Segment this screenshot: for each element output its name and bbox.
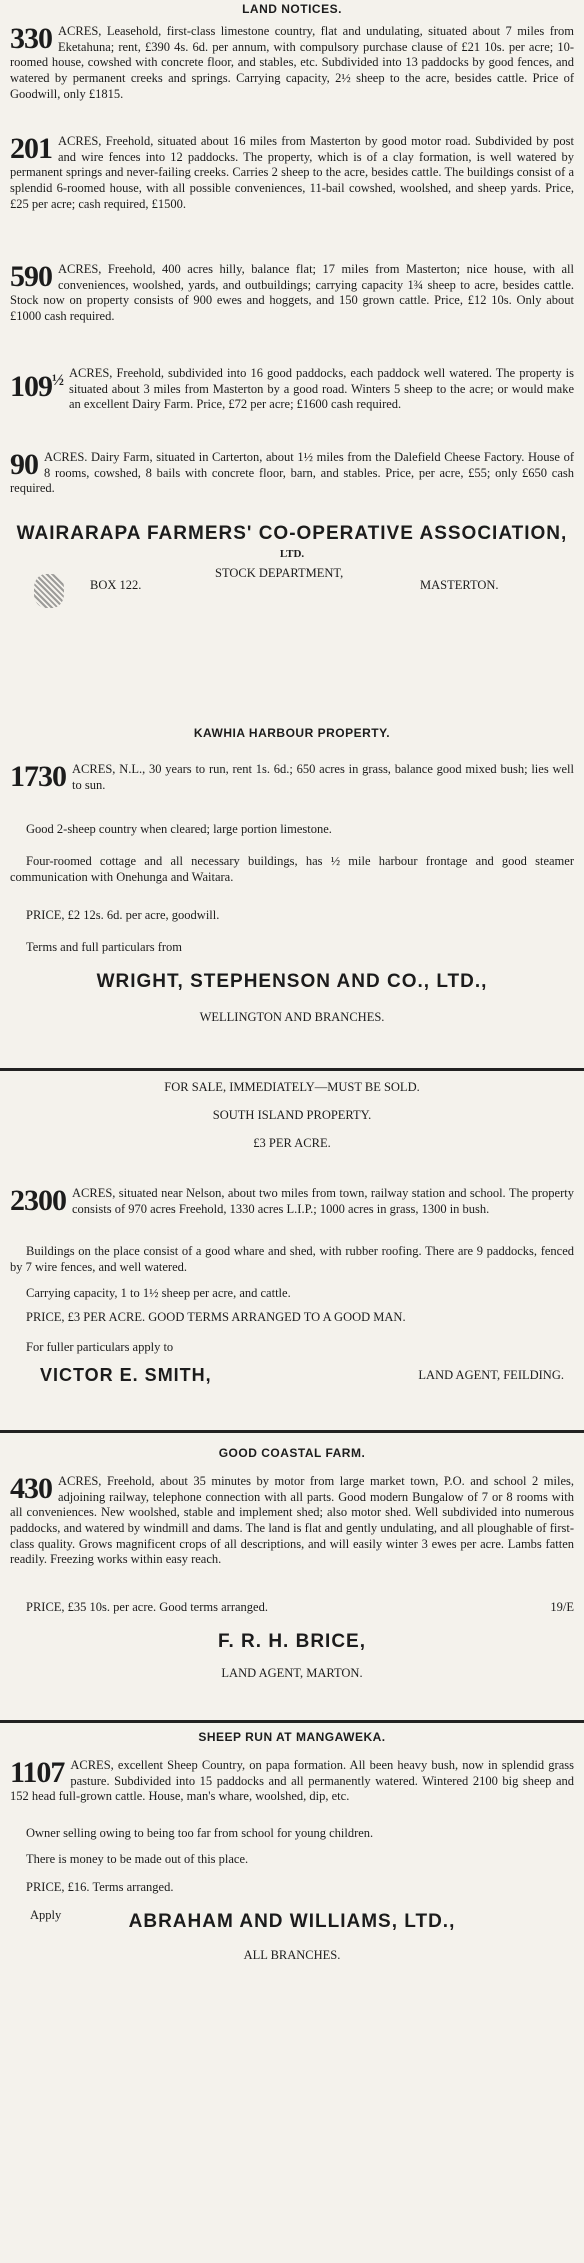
firm-name-wright-stephenson: WRIGHT, STEPHENSON AND CO., LTD., (96, 971, 488, 992)
listing-number: 1730 (10, 760, 66, 793)
listing-number: 590 (10, 260, 52, 293)
listing-number: $109^{\frac{1}{2}}$ (10, 370, 63, 403)
nelson-capacity: Carrying capacity, 1 to 1½ sheep per acre, and cattle. (26, 1286, 291, 1300)
listing-text: ACRES, Freehold, situated about 16 miles from Masterton by good motor road. Subdivided by post and wire fences into 12 paddocks. The property, which is of a clay formation, is well watered by permanent springs and never-failing creeks. Carries 2 sheep to the acre, besides cattle. The buildings consist of a splendid 6-roomed house, with all possible conveniences, 11-bail cowshed, woolshed, and sheep yards. Price, £25 per acre; cash required, £1500. (10, 134, 574, 211)
section-divider (0, 1068, 584, 1071)
nelson-agent-line (10, 1364, 574, 1387)
listing-1107-acres (10, 1758, 574, 1805)
masterton: MASTERTON. (420, 578, 499, 592)
nelson-price: PRICE, £3 PER ACRE. GOOD TERMS ARRANGED TO A GOOD MAN. (26, 1310, 406, 1324)
reference-code: 19/E (550, 1600, 574, 1614)
listing-number: 90 (10, 448, 38, 481)
kawhia-country-note: Good 2-sheep country when cleared; large portion limestone. (26, 822, 332, 836)
kawhia-terms: Terms and full particulars from (26, 940, 183, 954)
listing-201-acres (10, 134, 574, 212)
agent-role-marton: LAND AGENT, MARTON. (221, 1666, 363, 1680)
firm-name-wairarapa: WAIRARAPA FARMERS' CO-OPERATIVE ASSOCIATION, (16, 523, 568, 544)
kawhia-buildings-note: Four-roomed cottage and all necessary buildings, has ½ mile harbour frontage and good steamer communication with Onehunga and Waitara. (10, 854, 574, 884)
nelson-apply: For fuller particulars apply to (26, 1340, 174, 1354)
listing-number: 201 (10, 132, 52, 165)
firm-ltd: LTD. (279, 548, 305, 560)
wright-branches: WELLINGTON AND BRANCHES. (199, 1010, 385, 1024)
listing-text: ACRES, excellent Sheep Country, on papa formation. All been heavy bush, now in splendid grass pasture. Subdivided into 15 paddocks and all permanently watered. Wintered 2100 big sheep and 152 head full-grown cattle. House, man's whare, woolshed, dip, etc. (10, 1758, 574, 1804)
agent-name-victor-smith: VICTOR E. SMITH, (40, 1365, 212, 1385)
listing-number: 1107 (10, 1756, 65, 1789)
for-sale-headline: FOR SALE, IMMEDIATELY—MUST BE SOLD. (164, 1080, 420, 1094)
listing-number: 2300 (10, 1184, 66, 1217)
listing-text: ACRES, Leasehold, first-class limestone country, flat and undulating, situated about 7 miles from Eketahuna; rent, £390 4s. 6d. per annum, with compulsory purchase clause of £21 10s. per acre; 10-roomed house, cowshed with concrete floor, and stables, etc. Subdivided into 13 paddocks by good fences, and watered by permanent creeks and springs. Carrying capacity, 2½ sheep to the acre, besides cattle. Price of Goodwill, only £1815. (10, 24, 574, 101)
section-divider (0, 1430, 584, 1433)
abraham-branches: ALL BRANCHES. (243, 1948, 341, 1962)
listing-90-acres (10, 450, 574, 497)
section-header-land-notices: LAND NOTICES. (242, 2, 342, 16)
listing-430-acres (10, 1474, 574, 1568)
south-island-headline: SOUTH ISLAND PROPERTY. (212, 1108, 372, 1122)
listing-1730-acres (10, 762, 574, 793)
listing-text: ACRES. Dairy Farm, situated in Carterton, about 1½ miles from the Dalefield Cheese Factory. House of 8 rooms, cowshed, 8 bails with concrete floor, barn, and stables. Price, per acre, £55; only £650 cash required. (10, 450, 574, 496)
box-number: BOX 122. (90, 578, 142, 592)
mangaweka-money-note: There is money to be made out of this place. (26, 1852, 249, 1866)
listing-text: ACRES, situated near Nelson, about two miles from town, railway station and school. The property consists of 970 acres Freehold, 1330 acres L.I.P.; 1000 acres in grass, 1300 in bush. (72, 1186, 574, 1216)
section-header-kawhia: KAWHIA HARBOUR PROPERTY. (193, 726, 391, 740)
apply-label: Apply (30, 1908, 62, 1922)
listing-text: ACRES, Freehold, subdivided into 16 good paddocks, each paddock well watered. The property is situated about 3 miles from Masterton by a good road. Winters 5 sheep to the acre; or would make an excellent Dairy Farm. Price, £72 per acre; £1600 cash required. (69, 366, 574, 412)
kawhia-price: PRICE, £2 12s. 6d. per acre, goodwill. (26, 908, 220, 922)
agent-name-brice: F. R. H. BRICE, (217, 1631, 366, 1652)
coastal-price: PRICE, £35 10s. per acre. Good terms arranged. (26, 1600, 268, 1614)
firm-name-abraham-williams: ABRAHAM AND WILLIAMS, LTD., (128, 1911, 456, 1932)
listing-number-fraction: ½ (52, 372, 63, 389)
nelson-buildings-note: Buildings on the place consist of a good whare and shed, with rubber roofing. There are 9 paddocks, fenced by 7 wire fences, and well watered. (10, 1244, 574, 1274)
mangaweka-owner-note: Owner selling owing to being too far from school for young children. (26, 1826, 374, 1840)
listing-text: ACRES, N.L., 30 years to run, rent 1s. 6d.; 650 acres in grass, balance good mixed bush; lies well to sun. (72, 762, 574, 792)
listing-590-acres (10, 262, 574, 325)
section-header-mangaweka: SHEEP RUN AT MANGAWEKA. (198, 1730, 386, 1744)
listing-2300-acres (10, 1186, 574, 1217)
listing-text: ACRES, Freehold, 400 acres hilly, balance flat; 17 miles from Masterton; nice house, with all conveniences, woolshed, yards, and outbuildings; carrying capacity 1¾ sheep to acre, besides cattle. Stock now on property consists of 900 ewes and hoggets, and 150 grown cattle. Price, £12 10s. Only about £1000 cash required. (10, 262, 574, 323)
section-divider (0, 1720, 584, 1723)
coastal-price-line (10, 1600, 574, 1616)
listing-number: 330 (10, 22, 52, 55)
price-headline: £3 PER ACRE. (253, 1136, 331, 1150)
mangaweka-price: PRICE, £16. Terms arranged. (26, 1880, 174, 1894)
section-header-coastal-farm: GOOD COASTAL FARM. (218, 1446, 366, 1460)
ink-smudge (34, 574, 64, 608)
listing-109-acres (10, 366, 574, 413)
listing-text: ACRES, Freehold, about 35 minutes by motor from large market town, P.O. and school 2 miles, adjoining railway, telephone connection with all parts. Good modern Bungalow of 7 or 8 rooms with all conveniences. New woolshed, stable and implement shed; also motor shed. Well subdivided into numerous paddocks, and watered by windmill and dams. The land is flat and gently undulating, and all ploughable of first-class quality. Grows magnificent crops of all descriptions, and will easily winter 3 ewes per acre. Lambs fatten readily. Freezing works within easy reach. (10, 1474, 574, 1567)
listing-number: 430 (10, 1472, 52, 1505)
agent-role-feilding: LAND AGENT, FEILDING. (418, 1368, 564, 1382)
listing-330-acres (10, 24, 574, 102)
stock-department: STOCK DEPARTMENT, (215, 566, 344, 580)
